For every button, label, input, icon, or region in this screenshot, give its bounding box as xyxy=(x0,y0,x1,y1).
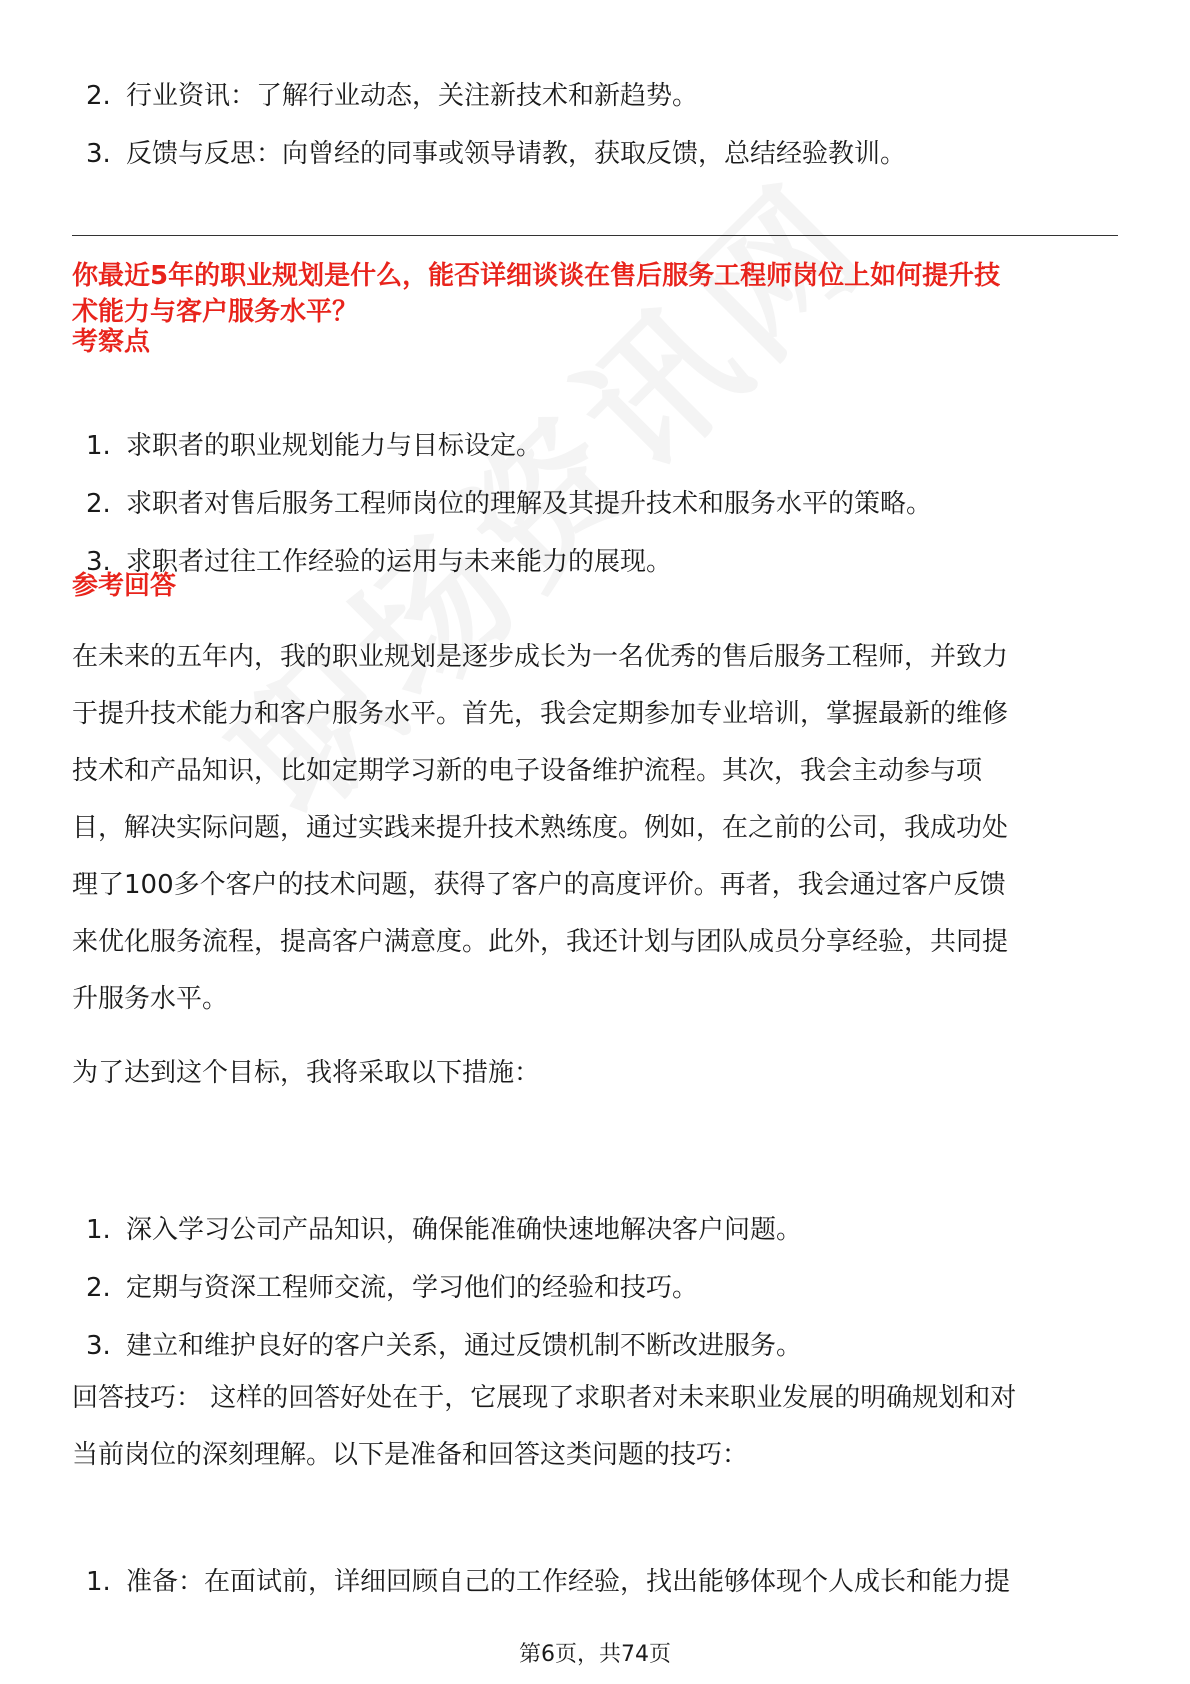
list-item-number: 3. xyxy=(86,1331,111,1361)
paragraph-line: 回答技巧： 这样的回答好处在于，它展现了求职者对未来职业发展的明确规划和对 xyxy=(72,1383,1017,1413)
paragraph-line: 于提升技术能力和客户服务水平。首先，我会定期参加专业培训，掌握最新的维修 xyxy=(72,699,1009,729)
list-item xyxy=(72,1330,802,1362)
section-divider xyxy=(72,235,1118,236)
paragraph-line: 升服务水平。 xyxy=(72,984,229,1014)
list-item xyxy=(72,488,932,520)
tips-paragraph xyxy=(72,1370,1122,1484)
list-item-text: 深入学习公司产品知识，确保能准确快速地解决客户问题。 xyxy=(126,1215,803,1245)
list-item-number: 1. xyxy=(86,431,111,461)
list-item xyxy=(72,1272,802,1304)
page-footer: 第6页，共74页 xyxy=(519,1642,671,1667)
answer-paragraph xyxy=(72,629,1122,1028)
list-item-number: 2. xyxy=(86,81,111,111)
paragraph-line: 理了100多个客户的技术问题，获得了客户的高度评价。再者，我会通过客户反馈 xyxy=(72,870,1006,900)
paragraph-line: 为了达到这个目标，我将采取以下措施： xyxy=(72,1058,541,1088)
list-item-text: 定期与资深工程师交流，学习他们的经验和技巧。 xyxy=(126,1273,699,1303)
list-item-text: 行业资讯：了解行业动态，关注新技术和新趋势。 xyxy=(126,81,699,111)
tips-list xyxy=(72,1566,1010,1598)
paragraph-line: 在未来的五年内，我的职业规划是逐步成长为一名优秀的售后服务工程师，并致力 xyxy=(72,642,1009,672)
measures-list xyxy=(72,1214,802,1388)
list-item-text: 求职者对售后服务工程师岗位的理解及其提升技术和服务水平的策略。 xyxy=(126,489,933,519)
list-item xyxy=(72,138,906,170)
list-item xyxy=(72,1566,1010,1598)
paragraph-line: 当前岗位的深刻理解。以下是准备和回答这类问题的技巧： xyxy=(72,1440,749,1470)
list-item xyxy=(72,80,906,112)
list-item-number: 2. xyxy=(86,489,111,519)
list-item-number: 1. xyxy=(86,1215,111,1245)
list-item-text: 求职者过往工作经验的运用与未来能力的展现。 xyxy=(126,547,673,577)
list-item xyxy=(72,546,932,578)
question-line: 你最近5年的职业规划是什么，能否详细谈谈在售后服务工程师岗位上如何提升技 xyxy=(72,261,1001,291)
list-item xyxy=(72,430,932,462)
paragraph-line: 目，解决实际问题，通过实践来提升技术熟练度。例如，在之前的公司，我成功处 xyxy=(72,813,1009,843)
measures-intro xyxy=(72,1045,1122,1102)
kaocha-list xyxy=(72,430,932,604)
list-item xyxy=(72,1214,802,1246)
question-line: 术能力与客户服务水平？ xyxy=(72,297,359,327)
question-heading xyxy=(72,258,1118,330)
list-item-text: 求职者的职业规划能力与目标设定。 xyxy=(126,431,543,461)
section-title-answer: 参考回答 xyxy=(72,571,177,601)
list-item-number: 2. xyxy=(86,1273,111,1303)
paragraph-line: 来优化服务流程，提高客户满意度。此外，我还计划与团队成员分享经验，共同提 xyxy=(72,927,1009,957)
section-title-kaocha: 考察点 xyxy=(72,327,151,357)
paragraph-line: 技术和产品知识，比如定期学习新的电子设备维护流程。其次，我会主动参与项 xyxy=(72,756,983,786)
top-list xyxy=(72,80,906,196)
list-item-number: 1. xyxy=(86,1567,111,1597)
list-item-text: 建立和维护良好的客户关系，通过反馈机制不断改进服务。 xyxy=(126,1331,803,1361)
list-item-number: 3. xyxy=(86,139,111,169)
list-item-number: 3. xyxy=(86,547,111,577)
list-item-text: 准备：在面试前，详细回顾自己的工作经验，找出能够体现个人成长和能力提 xyxy=(126,1567,1011,1597)
list-item-text: 反馈与反思：向曾经的同事或领导请教，获取反馈，总结经验教训。 xyxy=(126,139,907,169)
